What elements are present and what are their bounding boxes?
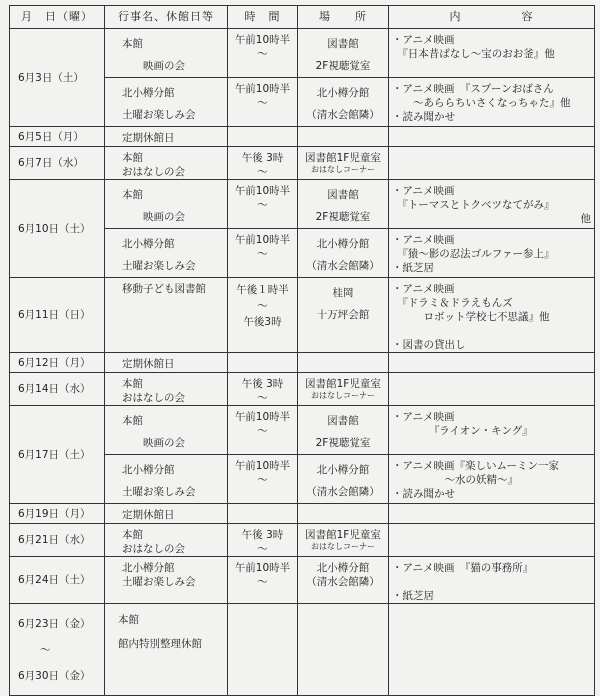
cell-line: ・紙芝居 bbox=[392, 262, 434, 274]
cell-line: 6月14日（水） bbox=[18, 383, 91, 395]
cell-line: 土曜お楽しみ会 bbox=[122, 260, 196, 272]
schedule-table bbox=[9, 5, 595, 696]
time-cell bbox=[228, 524, 298, 557]
cell-line: 6月21日（水） bbox=[18, 534, 91, 546]
cell-line bbox=[392, 575, 591, 589]
date-cell bbox=[10, 373, 105, 406]
schedule-row bbox=[10, 406, 595, 455]
cell-line: ・アニメ映画 bbox=[392, 283, 455, 295]
cell-line: 図書館 bbox=[327, 189, 359, 201]
cell-line: 本館 bbox=[122, 38, 143, 50]
header-event: 行事名、休館日等 bbox=[105, 6, 228, 29]
content-cell bbox=[389, 29, 595, 78]
cell-line: 土曜お楽しみ会 bbox=[122, 486, 196, 498]
schedule-row bbox=[10, 504, 595, 524]
cell-line: 他 bbox=[580, 213, 591, 225]
cell-line: ロボット学校七不思議』他 bbox=[392, 311, 550, 323]
cell-line: 午前10時半 bbox=[234, 562, 291, 574]
event-name-cell bbox=[105, 180, 228, 229]
date-cell bbox=[10, 127, 105, 147]
cell-line: 北小樽分館 bbox=[122, 562, 175, 574]
event-name-cell bbox=[105, 604, 228, 696]
cell-line: おはなしコーナー bbox=[311, 165, 375, 174]
cell-line: 午前10時半 bbox=[234, 34, 291, 46]
place-cell bbox=[298, 353, 389, 373]
place-cell bbox=[298, 229, 389, 278]
cell-line: 移動子ども図書館 bbox=[122, 283, 206, 295]
event-name-cell bbox=[105, 78, 228, 127]
cell-line: 『猿〜影の忍法ゴルファー参上』 bbox=[392, 248, 555, 260]
schedule-row bbox=[10, 557, 595, 604]
content-cell bbox=[389, 373, 595, 406]
event-name-cell bbox=[105, 557, 228, 604]
cell-line: おはなしの会 bbox=[122, 166, 185, 178]
event-name-cell bbox=[105, 524, 228, 557]
date-cell bbox=[10, 524, 105, 557]
cell-line bbox=[392, 324, 591, 338]
cell-line: 6月30日（金） bbox=[18, 669, 91, 682]
cell-line: ・アニメ映画 bbox=[392, 234, 455, 246]
cell-line: 図書館1F児童室 bbox=[305, 152, 381, 164]
cell-line: （清水会館隣） bbox=[306, 260, 380, 272]
cell-line: （清水会館隣） bbox=[306, 576, 380, 588]
header-date: 月 日（曜） bbox=[10, 6, 105, 29]
schedule-row bbox=[10, 180, 595, 229]
place-cell bbox=[298, 127, 389, 147]
cell-line: 北小樽分館 bbox=[316, 87, 370, 99]
schedule-row bbox=[10, 604, 595, 696]
cell-line: 〜 bbox=[257, 300, 268, 312]
cell-line: 定期休館日 bbox=[122, 358, 175, 370]
cell-line: 〜 bbox=[257, 474, 268, 486]
cell-line: 『日本昔ばなし〜宝のおお釜』他 bbox=[392, 48, 555, 60]
date-cell bbox=[10, 180, 105, 278]
cell-line: 本館 bbox=[122, 415, 143, 427]
cell-line: 6月24日（土） bbox=[18, 574, 91, 586]
date-cell bbox=[10, 353, 105, 373]
cell-line: 6月3日（土） bbox=[18, 71, 84, 84]
time-cell bbox=[228, 180, 298, 229]
content-cell bbox=[389, 78, 595, 127]
cell-line: 北小樽分館 bbox=[122, 238, 175, 250]
content-cell bbox=[389, 504, 595, 524]
schedule-row bbox=[10, 373, 595, 406]
cell-line: 図書館 bbox=[327, 38, 359, 50]
cell-line: 図書館1F児童室 bbox=[305, 529, 381, 541]
cell-line: 午前10時半 bbox=[234, 83, 291, 95]
cell-line: ・アニメ映画 『猫の事務所』 bbox=[392, 562, 534, 574]
schedule-row bbox=[10, 278, 595, 353]
place-cell bbox=[298, 557, 389, 604]
content-cell bbox=[389, 278, 595, 353]
event-name-cell bbox=[105, 455, 228, 504]
cell-line: 6月11日（日） bbox=[18, 309, 91, 321]
date-cell bbox=[10, 147, 105, 180]
cell-line: 6月7日（水） bbox=[18, 157, 84, 169]
cell-line: 『トーマスとトクベツなてがみ』 bbox=[392, 199, 555, 211]
content-cell bbox=[389, 524, 595, 557]
cell-line: 6月12日（月） bbox=[18, 356, 91, 369]
date-cell bbox=[10, 504, 105, 524]
cell-line: 〜あららちいさくなっちゃた』他 bbox=[392, 97, 571, 109]
content-cell bbox=[389, 604, 595, 696]
header-time: 時 間 bbox=[228, 6, 298, 29]
cell-line: 午前10時半 bbox=[234, 460, 291, 472]
content-cell bbox=[389, 353, 595, 373]
time-cell bbox=[228, 604, 298, 696]
content-cell bbox=[389, 557, 595, 604]
event-name-cell bbox=[105, 29, 228, 78]
cell-line: 映画の会 bbox=[122, 211, 185, 223]
cell-line: 土曜お楽しみ会 bbox=[122, 109, 196, 121]
cell-line: 午後１時半 bbox=[236, 284, 289, 296]
cell-line: 2F視聴覚室 bbox=[315, 437, 371, 449]
cell-line: 本館 bbox=[122, 189, 143, 201]
time-cell bbox=[228, 557, 298, 604]
content-cell bbox=[389, 455, 595, 504]
cell-line: 午後3時 bbox=[243, 316, 282, 328]
cell-line: 午後 3時 bbox=[241, 529, 284, 541]
cell-line: 〜 bbox=[257, 425, 268, 437]
cell-line: 6月10日（土） bbox=[18, 222, 91, 235]
cell-line: ・図書の貸出し bbox=[392, 339, 466, 351]
time-cell bbox=[228, 29, 298, 78]
cell-line: ・読み聞かせ bbox=[392, 111, 455, 123]
content-cell bbox=[389, 229, 595, 278]
cell-line: おはなしの会 bbox=[122, 543, 185, 555]
cell-line: 館内特別整理休館 bbox=[118, 638, 202, 650]
cell-line: ・アニメ映画 bbox=[392, 34, 455, 46]
time-cell bbox=[228, 147, 298, 180]
place-cell bbox=[298, 504, 389, 524]
cell-line: 図書館1F児童室 bbox=[305, 378, 381, 390]
time-cell bbox=[228, 353, 298, 373]
place-cell bbox=[298, 373, 389, 406]
cell-line: 十万坪会館 bbox=[316, 309, 370, 321]
cell-line: 定期休館日 bbox=[122, 509, 175, 521]
cell-line: おはなしの会 bbox=[122, 392, 185, 404]
schedule-row bbox=[10, 147, 595, 180]
schedule-row bbox=[10, 29, 595, 78]
time-cell bbox=[228, 127, 298, 147]
cell-line: 2F視聴覚室 bbox=[315, 211, 371, 223]
cell-line: 本館 bbox=[122, 378, 143, 390]
cell-line: 本館 bbox=[122, 529, 143, 541]
cell-line: 映画の会 bbox=[122, 437, 185, 449]
cell-line: 図書館 bbox=[327, 415, 359, 427]
cell-line: 〜 bbox=[40, 643, 51, 656]
cell-line: 定期休館日 bbox=[122, 132, 175, 144]
event-name-cell bbox=[105, 278, 228, 353]
time-cell bbox=[228, 278, 298, 353]
cell-line: 6月5日（月） bbox=[18, 130, 84, 143]
date-cell bbox=[10, 29, 105, 127]
cell-line: 映画の会 bbox=[122, 60, 185, 72]
cell-line: 北小樽分館 bbox=[316, 464, 370, 476]
cell-line: 〜 bbox=[257, 543, 268, 555]
cell-line: おはなしコーナー bbox=[311, 391, 375, 400]
cell-line: おはなしコーナー bbox=[311, 542, 375, 551]
cell-line: 北小樽分館 bbox=[316, 562, 370, 574]
event-name-cell bbox=[105, 229, 228, 278]
event-name-cell bbox=[105, 373, 228, 406]
cell-line: ・アニメ映画 bbox=[392, 185, 455, 197]
place-cell bbox=[298, 524, 389, 557]
event-name-cell bbox=[105, 127, 228, 147]
date-cell bbox=[10, 406, 105, 504]
cell-line: ・アニメ映画 『スプーンおばさん bbox=[392, 83, 554, 95]
event-name-cell bbox=[105, 353, 228, 373]
place-cell bbox=[298, 278, 389, 353]
cell-line: 〜 bbox=[257, 248, 268, 260]
cell-line: ・アニメ映画 bbox=[392, 411, 455, 423]
cell-line: 6月19日（月） bbox=[18, 507, 91, 520]
cell-line: 〜 bbox=[257, 48, 268, 60]
cell-line: 午前10時半 bbox=[234, 411, 291, 423]
event-name-cell bbox=[105, 147, 228, 180]
header-row bbox=[10, 6, 595, 29]
cell-line: ・紙芝居 bbox=[392, 590, 434, 602]
cell-line: ・アニメ映画『楽しいムーミン一家 bbox=[392, 460, 559, 472]
event-name-cell bbox=[105, 406, 228, 455]
cell-line: 本館 bbox=[118, 614, 139, 626]
header-place: 場 所 bbox=[298, 6, 389, 29]
cell-line: 土曜お楽しみ会 bbox=[122, 576, 196, 588]
place-cell bbox=[298, 604, 389, 696]
cell-line: 午後 3時 bbox=[241, 378, 284, 390]
cell-line: 本館 bbox=[122, 152, 143, 164]
schedule-row bbox=[10, 127, 595, 147]
cell-line: （清水会館隣） bbox=[306, 109, 380, 121]
cell-line: 2F視聴覚室 bbox=[315, 60, 371, 72]
content-cell bbox=[389, 180, 595, 229]
cell-line: 6月17日（土） bbox=[18, 448, 91, 461]
cell-line: 〜 bbox=[257, 392, 268, 404]
time-cell bbox=[228, 373, 298, 406]
time-cell bbox=[228, 406, 298, 455]
cell-line: 桂岡 bbox=[332, 287, 354, 299]
cell-line: （清水会館隣） bbox=[306, 486, 380, 498]
schedule-body bbox=[10, 29, 595, 696]
time-cell bbox=[228, 504, 298, 524]
place-cell bbox=[298, 180, 389, 229]
cell-line: 午前10時半 bbox=[234, 234, 291, 246]
content-cell bbox=[389, 406, 595, 455]
schedule-row bbox=[10, 524, 595, 557]
content-cell bbox=[389, 127, 595, 147]
place-cell bbox=[298, 147, 389, 180]
cell-line: 〜 bbox=[257, 576, 268, 588]
time-cell bbox=[228, 455, 298, 504]
cell-line: 『ドラミ＆ドラえもんズ bbox=[392, 297, 513, 309]
cell-line: 北小樽分館 bbox=[316, 238, 370, 250]
cell-line: 北小樽分館 bbox=[122, 87, 175, 99]
cell-line: 〜 bbox=[257, 97, 268, 109]
place-cell bbox=[298, 78, 389, 127]
time-cell bbox=[228, 229, 298, 278]
place-cell bbox=[298, 455, 389, 504]
cell-line: ・読み聞かせ bbox=[392, 488, 455, 500]
content-cell bbox=[389, 147, 595, 180]
cell-line: 北小樽分館 bbox=[122, 464, 175, 476]
cell-line: 『ライオン・キング』 bbox=[392, 425, 533, 437]
place-cell bbox=[298, 406, 389, 455]
cell-line: 〜水の妖精〜』 bbox=[392, 474, 518, 486]
cell-line: 6月23日（金） bbox=[18, 617, 91, 630]
header-content: 内 容 bbox=[389, 6, 595, 29]
date-cell bbox=[10, 278, 105, 353]
cell-line: 〜 bbox=[257, 166, 268, 178]
date-cell bbox=[10, 557, 105, 604]
event-name-cell bbox=[105, 504, 228, 524]
time-cell bbox=[228, 78, 298, 127]
cell-line: 午前10時半 bbox=[234, 185, 291, 197]
schedule-row bbox=[10, 353, 595, 373]
cell-line: 午後 3時 bbox=[241, 152, 284, 164]
cell-line: 〜 bbox=[257, 199, 268, 211]
date-cell bbox=[10, 604, 105, 696]
place-cell bbox=[298, 29, 389, 78]
